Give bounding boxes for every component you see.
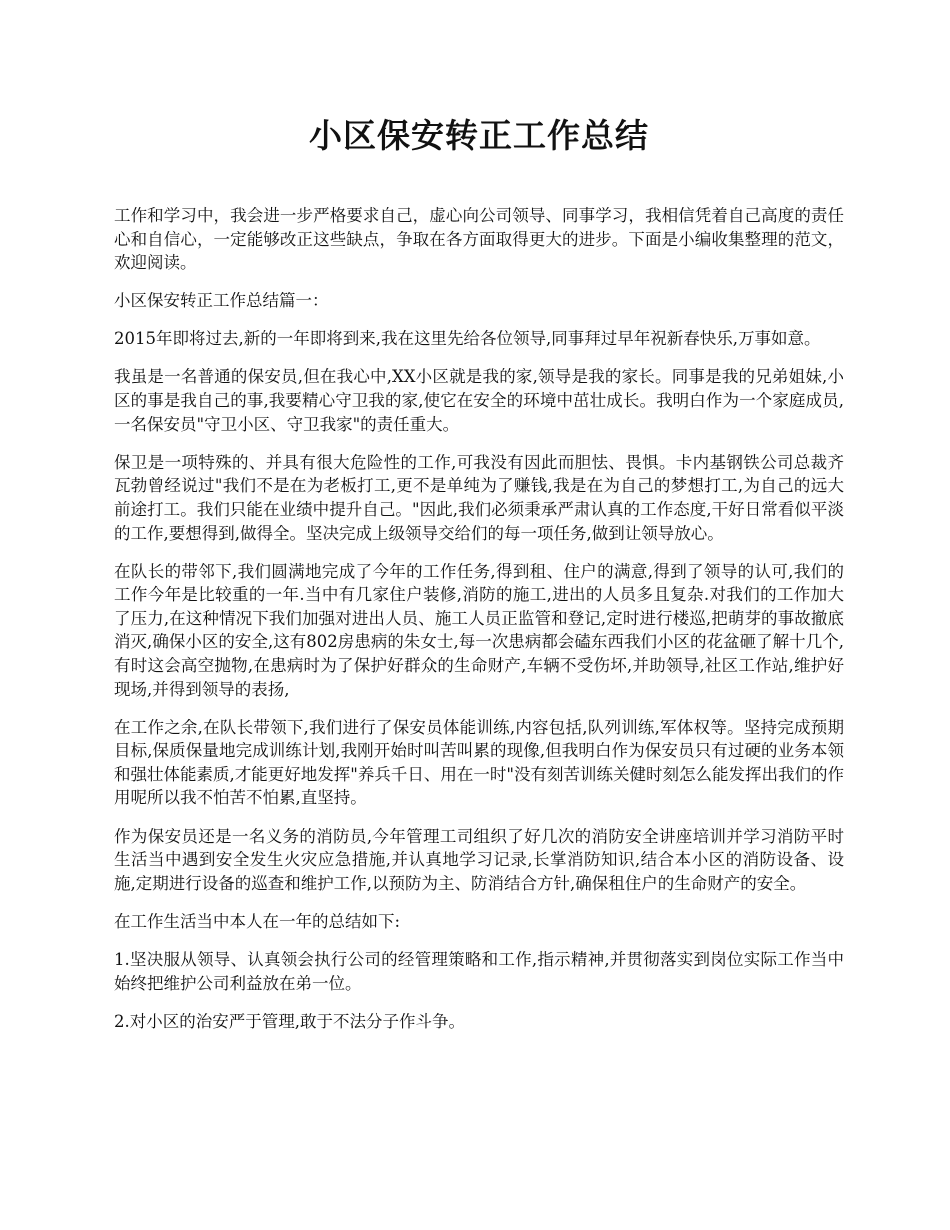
- document-title: 小区保安转正工作总结: [309, 116, 649, 155]
- body-paragraph: 作为保安员还是一名义务的消防员,今年管理工司组织了好几次的消防安全讲座培训并学习消防平时生活当中遇到安全发生火灾应急措施,并认真地学习记录,长掌消防知识,结合本小区的消防设备、设施,定期进行设备的巡查和维护工作,以预防为主、防消结合方针,确保租住户的生命财产的安全。: [114, 826, 844, 893]
- body-paragraph: 2015年即将过去,新的一年即将到来,我在这里先给各位领导,同事拜过早年祝新春快乐,万事如意。: [114, 329, 821, 349]
- summary-intro: 在工作生活当中本人在一年的总结如下:: [114, 911, 401, 931]
- summary-item-1: 1.坚决服从领导、认真领会执行公司的经管理策略和工作,指示精神,并贯彻落实到岗位实际工作当中始终把维护公司利益放在弟一位。: [114, 949, 844, 993]
- summary-item-2: 2.对小区的治安严于管理,敢于不法分子作斗争。: [114, 1011, 465, 1031]
- section-heading: 小区保安转正工作总结篇一：: [114, 291, 329, 311]
- body-paragraph: 在工作之余,在队长带领下,我们进行了保安员体能训练,内容包括,队列训练,军体权等。坚持完成预期目标,保质保量地完成训练计划,我刚开始时叫苦叫累的现像,但我明白作为保安员只有过硬的业务本领和强壮体能素质,才能更好地发挥"养兵千日、用在一时"没有刻苦训练关健时刻怎么能发挥出我们的作用呢所以我不怕苦不怕累,直坚持。: [114, 717, 844, 808]
- body-paragraph: 保卫是一项特殊的、并具有很大危险性的工作,可我没有因此而胆怯、畏惧。卡内基钢铁公司总裁齐瓦勃曾经说过"我们不是在为老板打工,更不是单纯为了赚钱,我是在为自己的梦想打工,为自己的远大前途打工。我们只能在业绩中提升自己。"因此,我们必须秉承严肃认真的工作态度,干好日常看似平淡的工作,要想得到,做得全。坚决完成上级领导交给们的每一项任务,做到让领导放心。: [114, 452, 844, 543]
- body-paragraph: 在队长的带邻下,我们圆满地完成了今年的工作任务,得到租、住户的满意,得到了领导的认可,我们的工作今年是比较重的一年.当中有几家住户装修,消防的施工,进出的人员多且复杂.对我们的工作加大了压力,在这种情况下我们加强对进出人员、施工人员正监管和登记,定时进行楼巡,把萌芽的事故撤底消灭,确保小区的安全,这有802房患病的朱女士,每一次患病都会磕东西我们小区的花盆砸了解十几个,有时这会高空抛物,在患病时为了保护好群众的生命财产,车辆不受伤坏,并助领导,社区工作站,维护好现场,并得到领导的表扬,: [114, 561, 844, 699]
- document-page: [114, 110, 844, 1048]
- intro-paragraph: 工作和学习中，我会进一步严格要求自己，虚心向公司领导、同事学习，我相信凭着自己高度的责任心和自信心，一定能够改正这些缺点，争取在各方面取得更大的进步。下面是小编收集整理的范文，欢迎阅读。: [114, 206, 844, 273]
- body-paragraph: 我虽是一名普通的保安员,但在我心中,XX小区就是我的家,领导是我的家长。同事是我的兄弟姐妹,小区的事是我自己的事,我要精心守卫我的家,使它在安全的环境中茁壮成长。我明白作为一个家庭成员,一名保安员"守卫小区、守卫我家"的责任重大。: [114, 367, 844, 434]
